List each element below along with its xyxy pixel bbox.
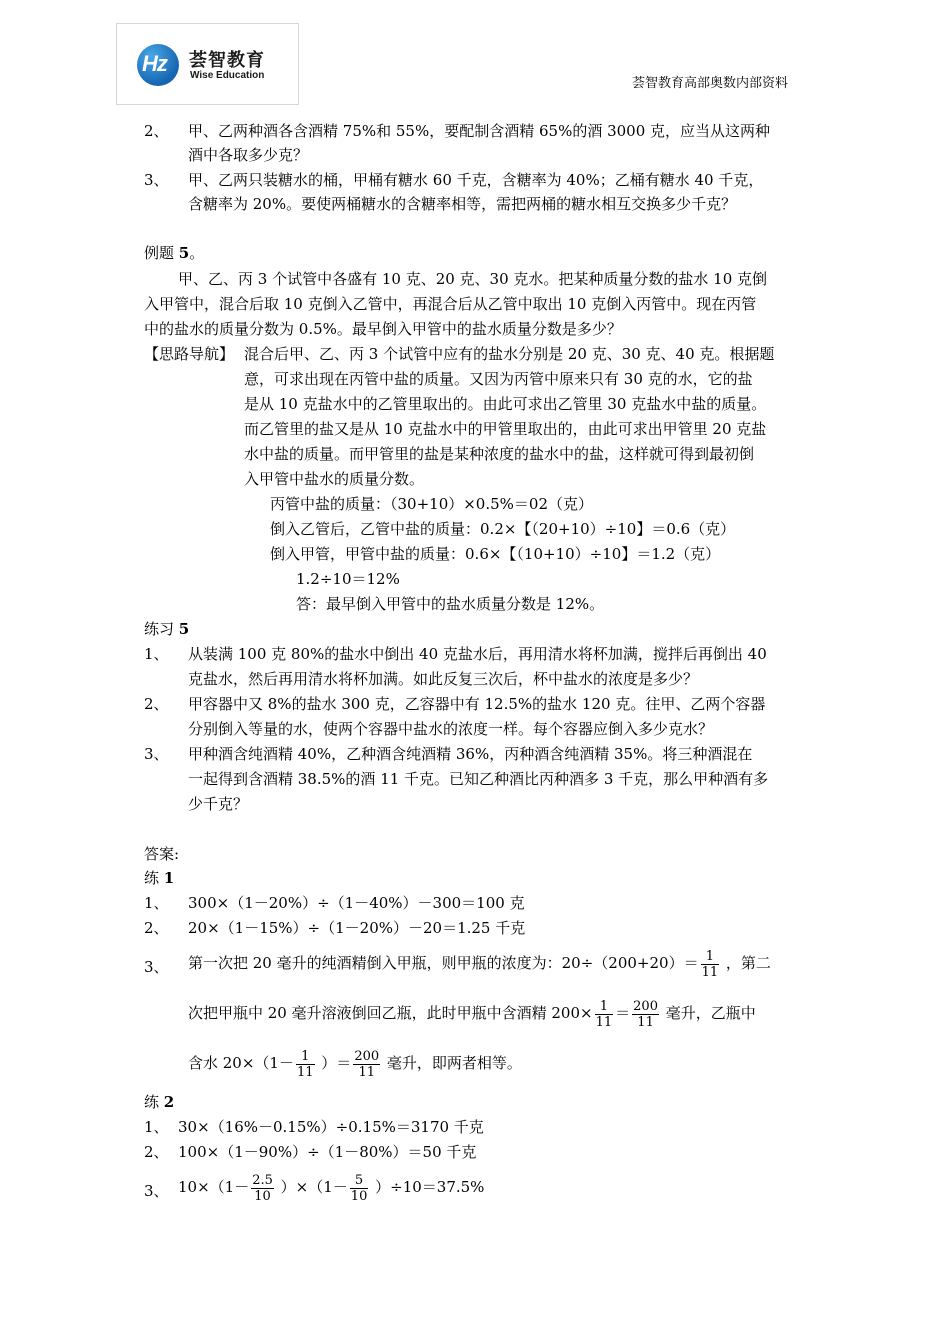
fraction (701, 949, 720, 980)
guide-line: 而乙管里的盐又是从 10 克盐水中的甲管里取出的，由此可求出甲管里 20 克盐 (244, 420, 767, 438)
fraction-numerator: 200 (633, 998, 658, 1014)
section-title-text: 例题 (144, 244, 179, 262)
item-number: 2、 (144, 1143, 169, 1161)
problem-line: 克盐水，然后再用清水将杯加满。如此反复三次后，杯中盐水的浓度是多少？ (188, 670, 699, 688)
paragraph-line: 中的盐水的质量分数为 0.5%。最早倒入甲管中的盐水质量分数是多少？ (144, 320, 622, 338)
item-number: 3、 (144, 958, 169, 976)
item-number: 1、 (144, 1118, 169, 1136)
section-title-number: 5 (178, 244, 190, 262)
item-number: 2、 (144, 122, 169, 140)
answer-line (188, 942, 771, 984)
fraction-numerator: 2.5 (252, 1172, 273, 1188)
section-title-text: 练 (144, 869, 164, 887)
answer-line (188, 1042, 522, 1084)
paragraph-line: 甲、乙、丙 3 个试管中各盛有 10 克、20 克、30 克水。把某种质量分数的盐水 10 克倒 (178, 270, 768, 288)
answer-text: ）×（1－ (280, 1178, 348, 1196)
item-number: 1、 (144, 894, 169, 912)
fraction-numerator: 1 (595, 999, 614, 1015)
fraction (296, 1049, 315, 1080)
answer-text: 10×（1－ (178, 1178, 250, 1196)
logo-mark-text: Hz (142, 51, 167, 76)
calc-line: 倒入乙管后，乙管中盐的质量：0.2×【（20+10）÷10】＝0.6（克） (270, 520, 736, 538)
fraction-denominator: 11 (595, 1014, 613, 1030)
section-title-number: 2 (163, 1093, 175, 1111)
problem-line: 含糖率为 20%。要使两桶糖水的含糖率相等，需把两桶的糖水相互交换多少千克？ (188, 195, 737, 213)
fraction (251, 1173, 274, 1204)
logo-title: 荟智教育 (189, 50, 265, 71)
fraction-denominator: 11 (358, 1064, 375, 1080)
fraction-numerator: 200 (354, 1048, 380, 1064)
section-title (144, 1091, 174, 1112)
section-title-punct: 。 (189, 244, 205, 262)
item-number: 1、 (144, 645, 169, 663)
answer-line (188, 992, 756, 1034)
fraction-denominator: 10 (254, 1188, 271, 1204)
guide-line: 混合后甲、乙、丙 3 个试管中应有的盐水分别是 20 克、30 克、40 克。根据题 (244, 345, 775, 363)
problem-line: 甲种酒含纯酒精 40%，乙种酒含纯酒精 36%，丙种酒含纯酒精 35%。将三种酒混在 (188, 745, 753, 763)
fraction-denominator: 11 (637, 1014, 654, 1030)
fraction-denominator: 11 (701, 964, 719, 980)
item-number: 2、 (144, 919, 169, 937)
answer-line: 300×（1－20%）÷（1－40%）－300＝100 克 (188, 894, 525, 912)
fraction-denominator: 10 (350, 1188, 368, 1204)
fraction-numerator: 5 (350, 1173, 369, 1189)
logo (116, 23, 299, 105)
answer-line: 答：最早倒入甲管中的盐水质量分数是 12%。 (296, 595, 605, 613)
problem-line: 酒中各取多少克？ (188, 146, 309, 164)
header-label: 荟智教育高部奥数内部资料 (632, 76, 789, 91)
problem-line: 一起得到含酒精 38.5%的酒 11 千克。已知乙种酒比丙种酒多 3 千克，那么甲种酒有多 (188, 770, 769, 788)
answer-text: ）÷10＝37.5% (375, 1178, 485, 1196)
answer-text: ，第二 (725, 954, 771, 972)
item-number: 3、 (144, 1182, 169, 1200)
section-title (144, 867, 174, 888)
calc-line: 丙管中盐的质量：（30+10）×0.5%＝02（克） (270, 495, 594, 513)
answer-text: 毫升，乙瓶中 (665, 1004, 756, 1022)
item-number: 2、 (144, 695, 169, 713)
calc-line: 倒入甲管，甲管中盐的质量：0.6×【（10+10）÷10】＝1.2（克） (270, 545, 721, 563)
fraction (595, 999, 614, 1030)
logo-subtitle: Wise Education (190, 70, 265, 81)
guide-line: 意，可求出现在丙管中盐的质量。又因为丙管中原来只有 30 克的水，它的盐 (244, 370, 753, 388)
answer-line: 100×（1－90%）÷（1－80%）＝50 千克 (178, 1143, 477, 1161)
section-title (144, 618, 189, 639)
fraction-denominator: 11 (296, 1064, 314, 1080)
section-title (144, 242, 204, 263)
answer-line: 30×（16%－0.15%）÷0.15%＝3170 千克 (178, 1118, 484, 1136)
fraction-numerator: 1 (296, 1049, 315, 1065)
calc-line: 1.2÷10＝12% (296, 570, 400, 588)
section-title-number: 1 (163, 869, 175, 887)
fraction (350, 1173, 369, 1204)
problem-line: 少千克？ (188, 795, 249, 813)
answers-title: 答案: (144, 845, 180, 863)
item-number: 3、 (144, 171, 169, 189)
guide-line: 是从 10 克盐水中的乙管里取出的。由此可求出乙管里 30 克盐水中盐的质量。 (244, 395, 767, 413)
problem-line: 从装满 100 克 80%的盐水中倒出 40 克盐水后，再用清水将杯加满，搅拌后再倒出 40 (188, 645, 767, 663)
answer-text: ＝ (615, 1004, 631, 1022)
item-number: 3、 (144, 745, 169, 763)
answer-text: 毫升，即两者相等。 (386, 1054, 522, 1072)
section-title-text: 练习 (144, 620, 179, 638)
section-title-text: 练 (144, 1093, 164, 1111)
guide-label: 【思路导航】 (144, 345, 235, 363)
answer-text: 次把甲瓶中 20 毫升溶液倒回乙瓶，此时甲瓶中含酒精 200× (188, 1004, 593, 1022)
answer-text: 第一次把 20 毫升的纯酒精倒入甲瓶，则甲瓶的浓度为：20÷（200+20）＝ (188, 954, 699, 972)
answer-line (178, 1166, 484, 1208)
problem-line: 甲容器中又 8%的盐水 300 克，乙容器中有 12.5%的盐水 120 克。往甲、乙两个容器 (188, 695, 766, 713)
problem-line: 甲、乙两种酒各含酒精 75%和 55%，要配制含酒精 65%的酒 3000 克，应当从这两种 (188, 122, 771, 140)
guide-line: 水中盐的质量。而甲管里的盐是某种浓度的盐水中的盐，这样就可得到最初倒 (244, 445, 755, 463)
fraction (632, 999, 659, 1030)
guide-line: 入甲管中盐水的质量分数。 (244, 470, 425, 488)
answer-text: 含水 20×（1－ (188, 1054, 294, 1072)
answer-line: 20×（1－15%）÷（1－20%）－20＝1.25 千克 (188, 919, 526, 937)
answer-text: ）＝ (321, 1054, 352, 1072)
paragraph-line: 入甲管中，混合后取 10 克倒入乙管中，再混合后从乙管中取出 10 克倒入丙管中。现在丙管 (144, 295, 757, 313)
logo-mark (137, 44, 179, 86)
fraction (353, 1049, 380, 1080)
problem-line: 分别倒入等量的水，使两个容器中盐水的浓度一样。每个容器应倒入多少克水？ (188, 720, 714, 738)
section-title-number: 5 (178, 620, 190, 638)
problem-line: 甲、乙两只装糖水的桶，甲桶有糖水 60 千克，含糖率为 40%；乙桶有糖水 40 千克， (188, 171, 764, 189)
fraction-numerator: 1 (701, 949, 720, 965)
